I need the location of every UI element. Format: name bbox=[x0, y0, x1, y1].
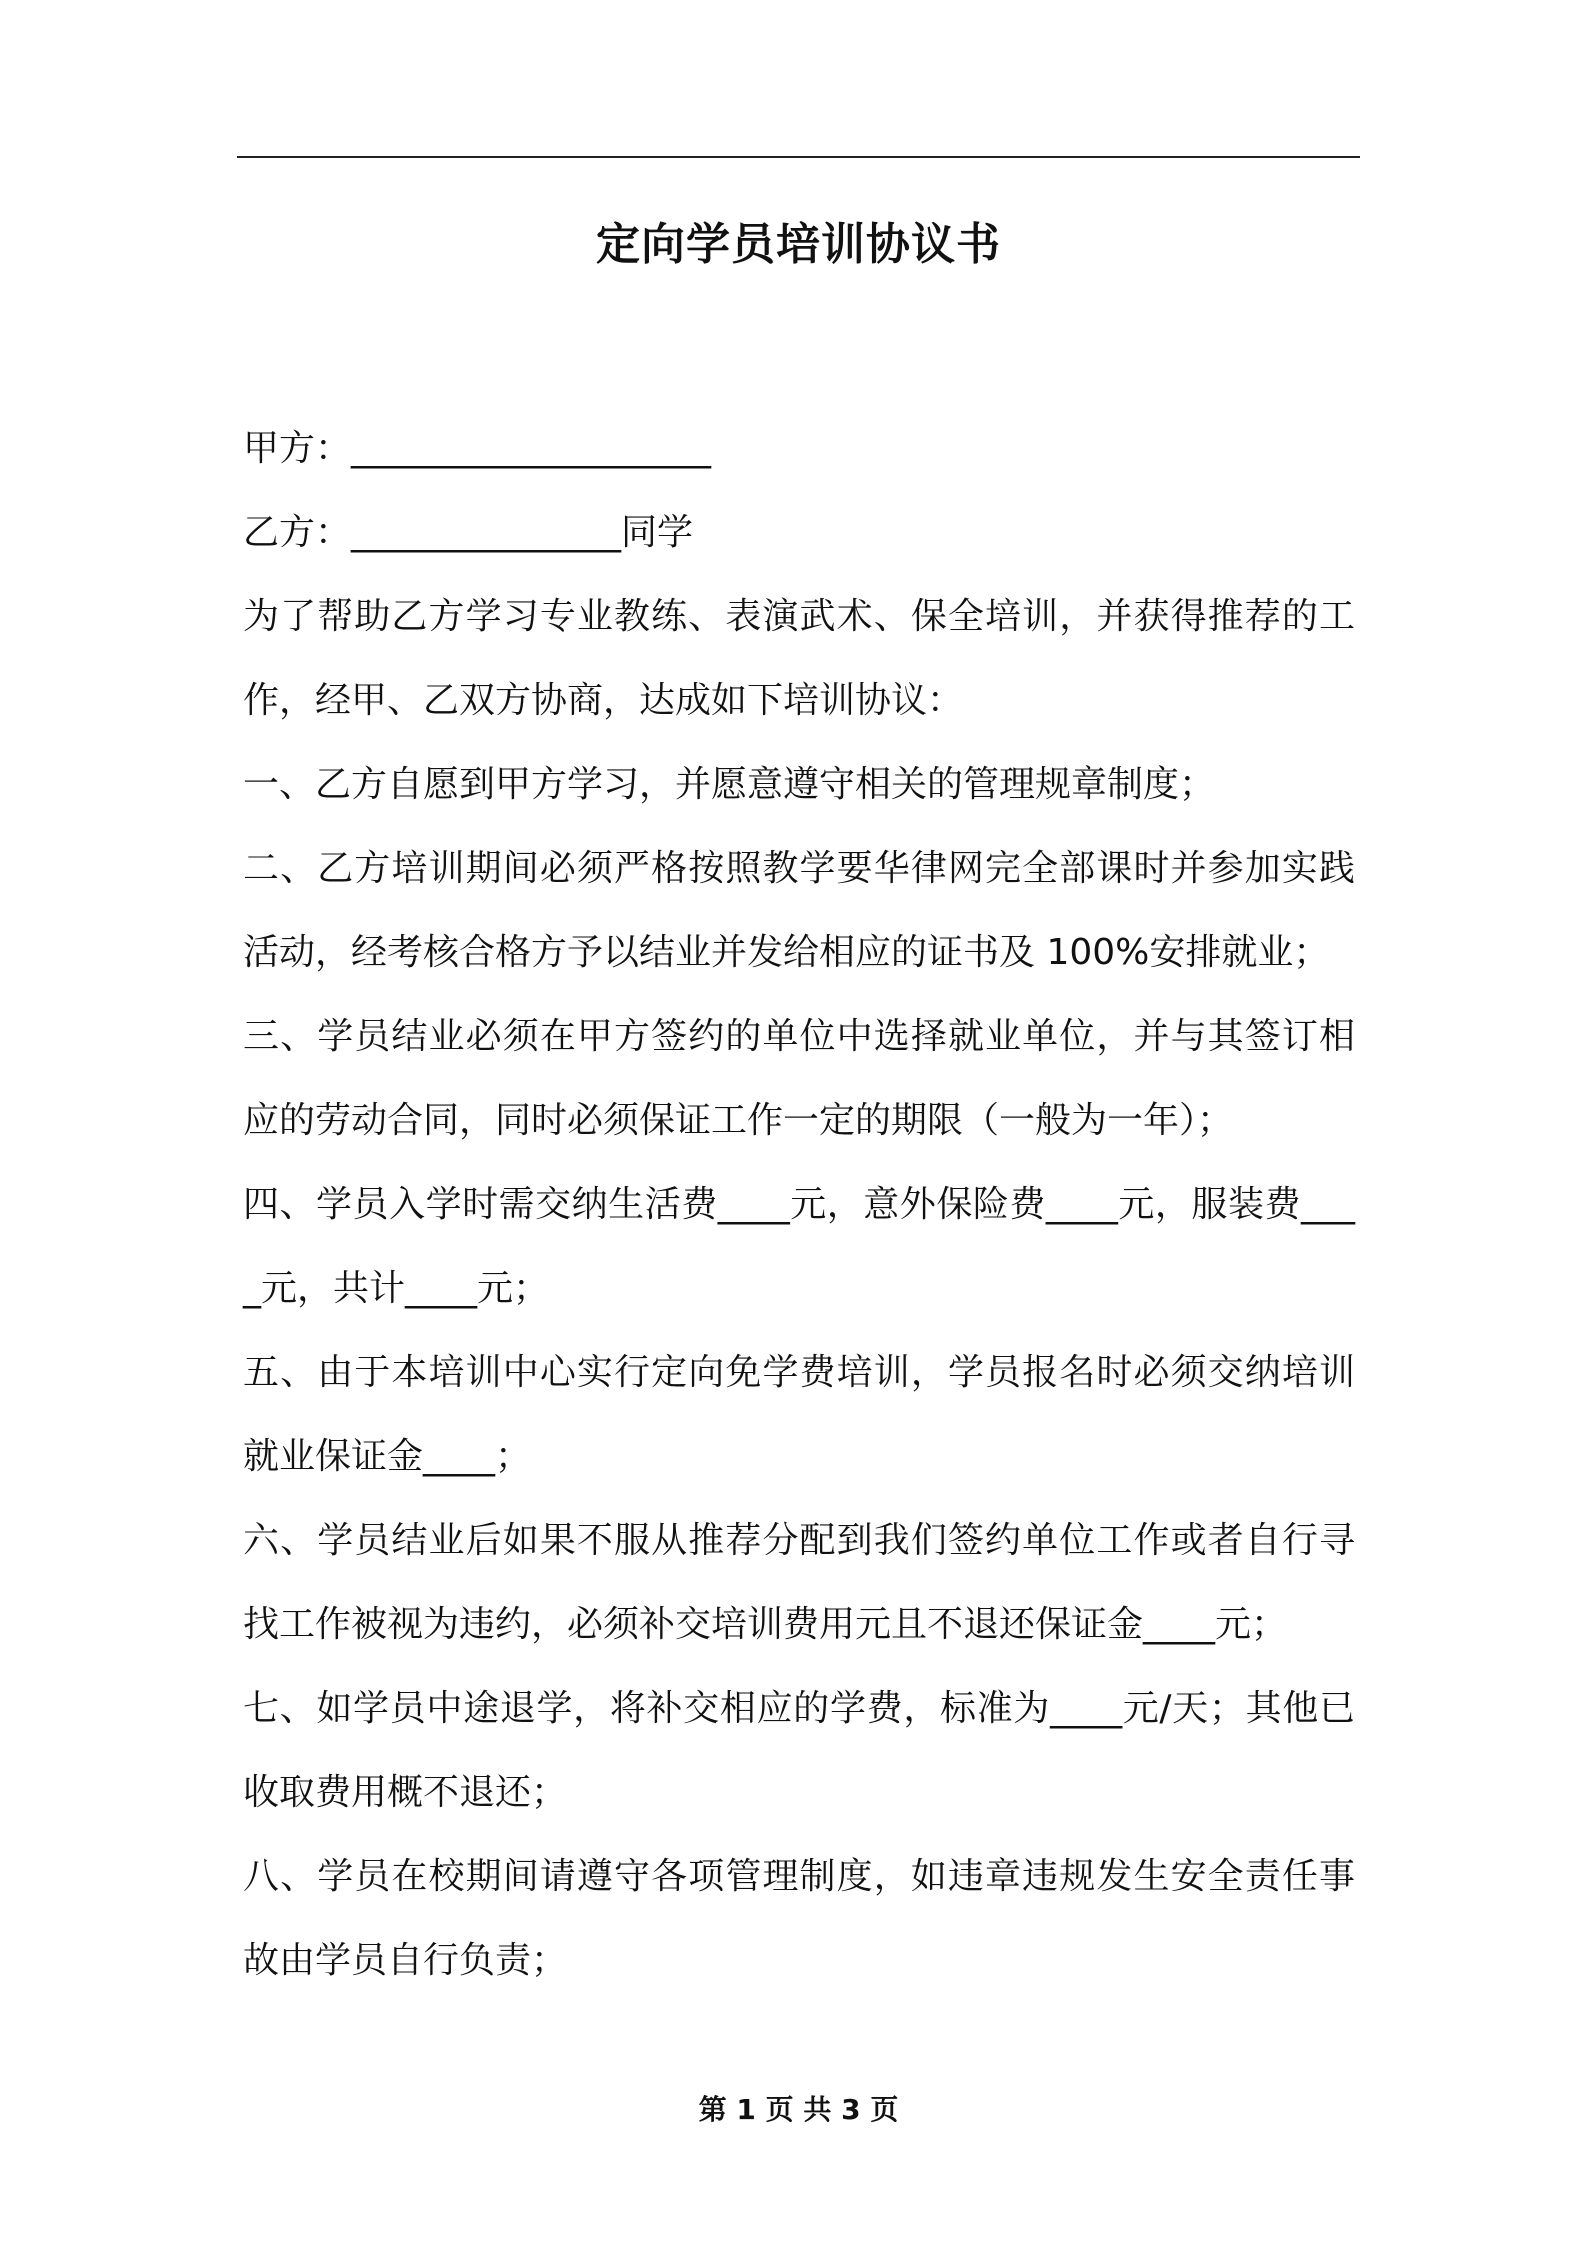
preamble-paragraph: 为了帮助乙方学习专业教练、表演武术、保全培训，并获得推荐的工作，经甲、乙双方协商，达成如下培训协议： bbox=[243, 596, 1355, 721]
clause-3: 三、学员结业必须在甲方签约的单位中选择就业单位，并与其签订相应的劳动合同，同时必须保证工作一定的期限（一般为一年）； bbox=[243, 1016, 1355, 1141]
header-rule bbox=[237, 156, 1360, 158]
clause-5: 五、由于本培训中心实行定向免学费培训，学员报名时必须交纳培训就业保证金____； bbox=[243, 1352, 1355, 1477]
clause-7: 七、如学员中途退学，将补交相应的学费，标准为____元/天；其他已收取费用概不退还； bbox=[243, 1688, 1355, 1813]
document-body bbox=[243, 407, 1355, 2003]
page-number-footer: 第 1 页 共 3 页 bbox=[698, 2093, 899, 2126]
clause-4: 四、学员入学时需交纳生活费____元，意外保险费____元，服装费____元，共计____元； bbox=[243, 1184, 1355, 1309]
party-a-line: 甲方：____________________ bbox=[243, 428, 712, 469]
party-b-line: 乙方：_______________同学 bbox=[243, 512, 694, 553]
clause-1: 一、乙方自愿到甲方学习，并愿意遵守相关的管理规章制度； bbox=[243, 764, 1216, 805]
clause-6: 六、学员结业后如果不服从推荐分配到我们签约单位工作或者自行寻找工作被视为违约，必须补交培训费用元且不退还保证金____元； bbox=[243, 1520, 1355, 1645]
clause-8: 八、学员在校期间请遵守各项管理制度，如违章违规发生安全责任事故由学员自行负责； bbox=[243, 1856, 1355, 1981]
document-title: 定向学员培训协议书 bbox=[596, 219, 1001, 270]
clause-2: 二、乙方培训期间必须严格按照教学要华律网完全部课时并参加实践活动，经考核合格方予以结业并发给相应的证书及 100%安排就业； bbox=[243, 848, 1355, 973]
